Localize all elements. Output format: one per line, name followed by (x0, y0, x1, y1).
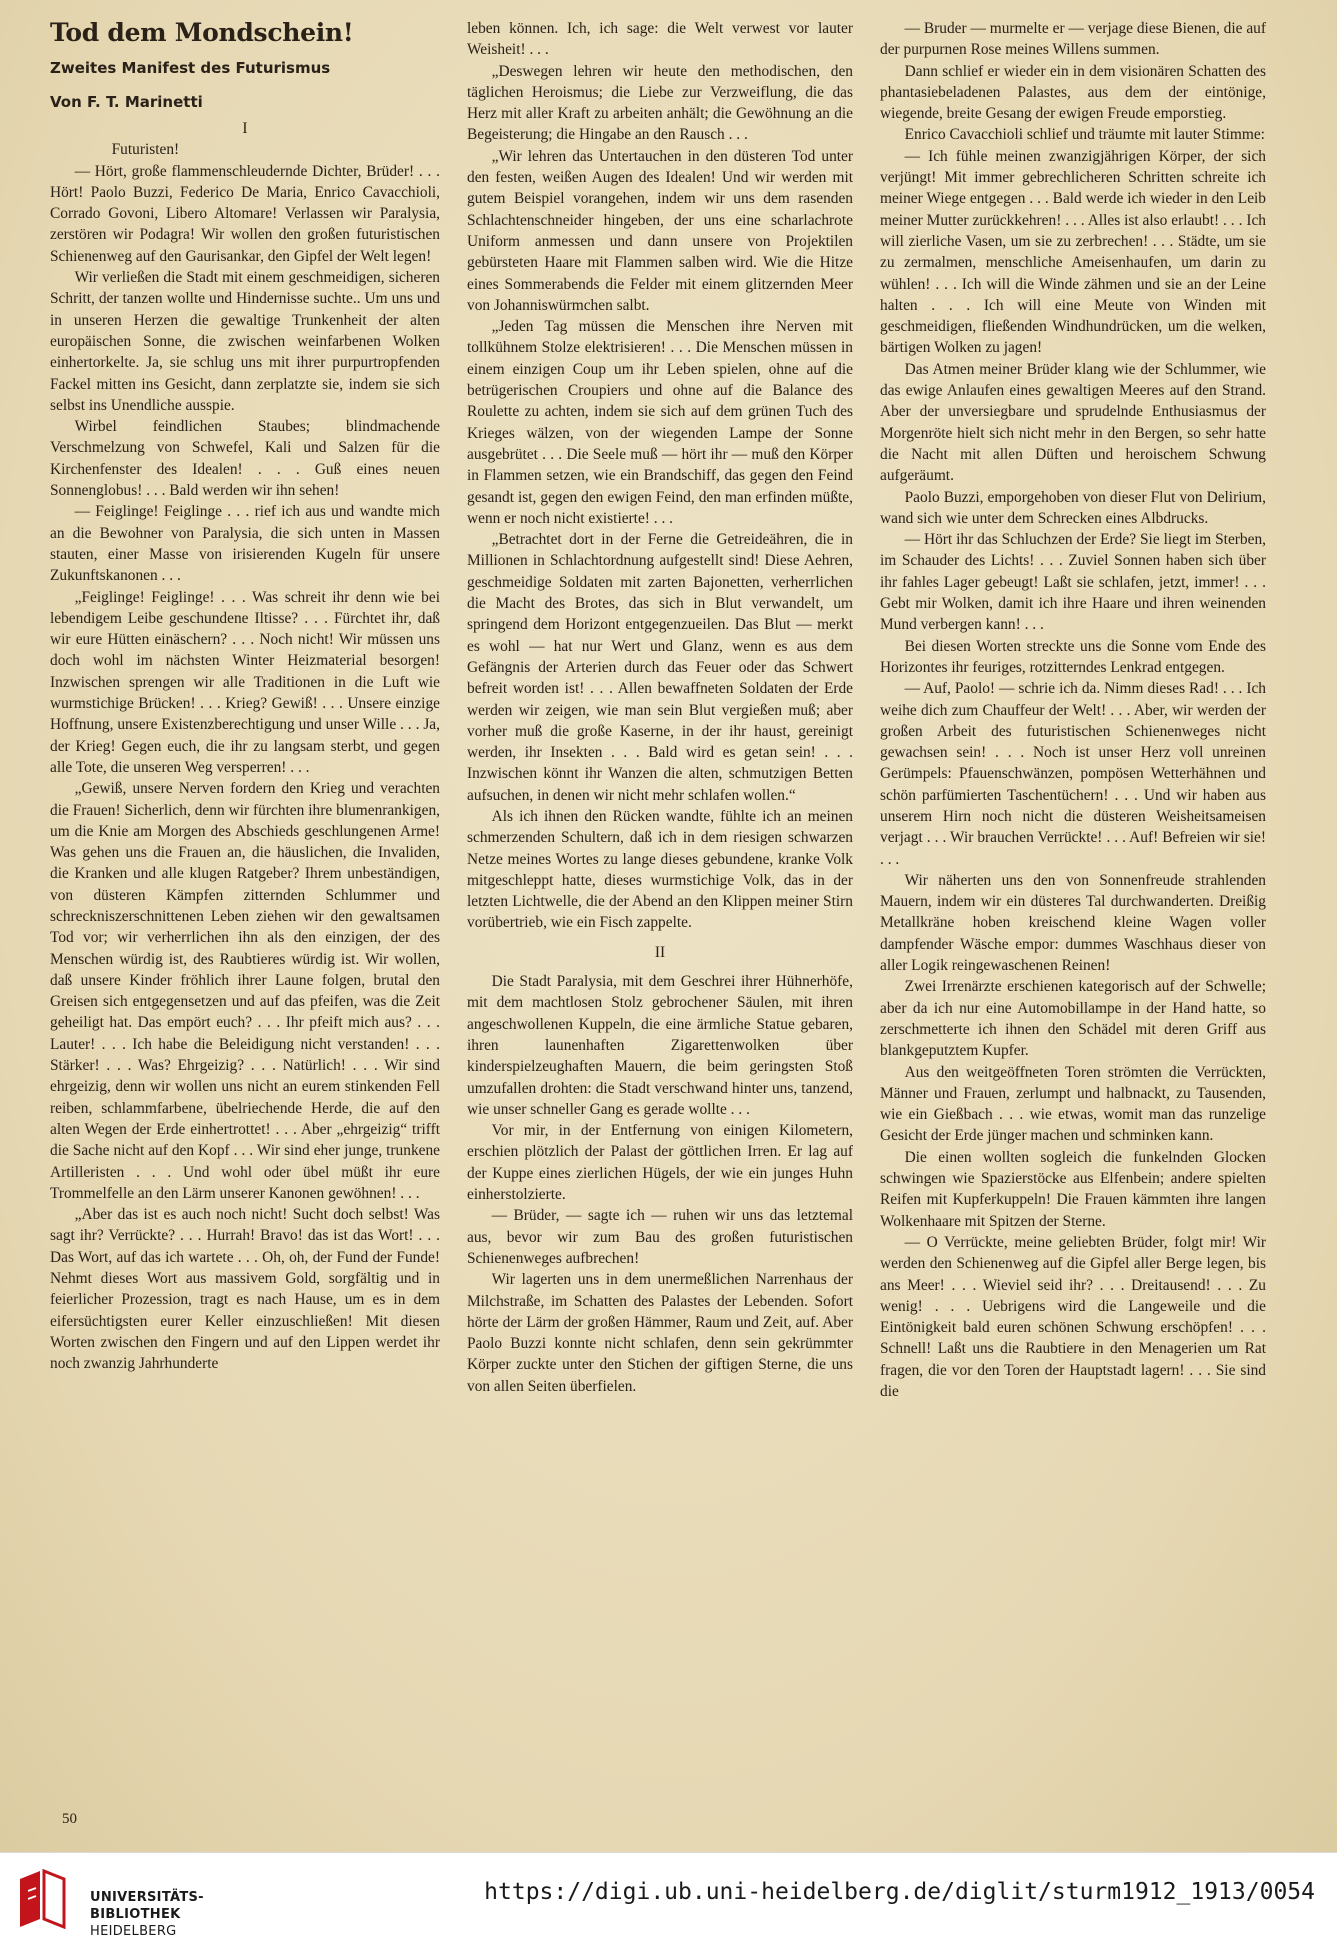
paragraph: Als ich ihnen den Rücken wandte, fühlte ich an meinen schmerzenden Schultern, daß ich in dem riesigen schwarzen Netze meines Wortes zu lange dieses gebundene, kranke Volk mitgeschleppt hatte, dieses wurmstichige Volk, das in der letzten Lichtwelle, die der Abend an den Klippen meiner Stirn vorübertrieb, wie ein Fisch zappelte. (467, 807, 853, 932)
section-heading: II (654, 943, 666, 961)
page-number: 50 (62, 1811, 77, 1827)
document-url[interactable]: https://digi.ub.uni-heidelberg.de/diglit/sturm1912_1913/0054 (484, 1879, 1315, 1905)
column-1 (50, 18, 440, 1375)
article-author: Von F. T. Marinetti (50, 93, 203, 111)
logo-line: UNIVERSITÄTS- (90, 1890, 204, 1905)
paragraph: „Gewiß, unsere Nerven fordern den Krieg und verachten die Frauen! Sicherlich, denn wir fürchten ihre blumenrankigen, um die Knie am Morgen des Abschieds geschlungenen Arme! Was gehen uns die Frauen an, die häuslichen, die Invaliden, die Kranken und alle klugen Ratgeber? Ihrem unbeständigen, von düsteren Kämpfen zitternden Schlummer und schreckniszerschnittenen Leben ziehen wir den gewaltsamen Tod vor; wir verherrlichen ihn als den einzigen, der des Menschen würdig ist, des Raubtieres würdig ist. Wir wollen, daß unsere Kinder fröhlich ihrer Laune folgen, brutal den Greisen sich entgegensetzen und auf das pfeifen, was die Zeit geheiligt hat. Das empört euch? . . . Ihr pfeift mich aus? . . . Lauter! . . . Ich habe die Beleidigung nicht verstanden! . . . Stärker! . . . Was? Ehrgeizig? . . . Natürlich! . . . Wir sind ehrgeizig, denn wir wollen uns nicht an eurem stinkenden Fell reiben, schlammfarbene, übelriechende Herde, die auf den alten Wegen der Erde einhertrottet! . . . Aber „ehrgeizig“ trifft die Sache nicht auf den Kopf . . . Wir sind eher junge, trunkene Artilleristen . . . Und wohl oder übel müßt ihr eure Trommelfelle an den Lärm unserer Kanonen gewöhnen! . . . (50, 780, 440, 1202)
paragraph: Vor mir, in der Entfernung von einigen Kilometern, erschien plötzlich der Palast der göttlichen Irren. Er lag auf der Kuppe eines zierlichen Hügels, der wie ein junges Huhn einherstolzierte. (467, 1122, 853, 1204)
paragraph: — O Verrückte, meine geliebten Brüder, folgt mir! Wir werden den Schienenweg auf die Gipfel aller Berge legen, bis ans Meer! . . . Wieviel seid ihr? . . . Dreitausend! . . . Zu wenig! . . . Uebrigens wird die Langeweile und die Eintönigkeit bald euren schönen Schwung erschöpfen! . . . Schnell! Laßt uns die Raubtiere in den Menagerien um Rat fragen, die vor den Toren der Hauptstadt lagern! . . . Sie sind die (880, 1233, 1266, 1400)
paragraph: „Jeden Tag müssen die Menschen ihre Nerven mit tollkühnem Stolze elektrisieren! . . . Die Menschen müssen in einem einzigen Coup um ihr Leben spielen, ohne auf die betrügerischen Croupiers und ohne auf die Balance des Roulette zu achten, indem sie sich auf dem grünen Tuch des Krieges wälzen, von der wiegenden Lampe der Sonne ausgebrütet . . . Die Seele muß — hört ihr — muß den Körper in Flammen setzen, wie ein Brandschiff, das gegen den Feind gesandt ist, gegen den ewigen Feind, den man erfinden müßte, wenn er noch nicht existierte! . . . (467, 318, 853, 527)
paragraph: — Feiglinge! Feiglinge . . . rief ich aus und wandte mich an die Bewohner von Paralysia, die sich unten in Massen stauten, einer Masse von irisierenden Kugeln für unsere Zukunftskanonen . . . (50, 503, 440, 585)
paragraph: „Wir lehren das Untertauchen in den düsteren Tod unter den festen, weißen Augen des Idealen! Und wir werden mit gutem Beispiel vorangehen, indem wir uns dem rasenden Schlachtenschneider hingeben, der uns eine scharlachrote Uniform anmessen und dann unsere von Projektilen gebürsteten Haare mit Flammen salben wird. Wie die Hitze eines Sommerabends die Felder mit einem glitzernden Meer von Johanniswürmchen salbt. (467, 147, 853, 314)
paragraph: — Hört, große flammenschleudernde Dichter, Brüder! . . . Hört! Paolo Buzzi, Federico De Maria, Enrico Cavacchioli, Corrado Govoni, Libero Altomare! Verlassen wir Paralysia, zerstören wir Podagra! Wir wollen den großen futuristischen Schienenweg auf den Gaurisankar, den Gipfel der Welt legen! (50, 162, 440, 265)
article-subtitle: Zweites Manifest des Futurismus (50, 59, 331, 77)
paragraph: Enrico Cavacchioli schlief und träumte mit lauter Stimme: (904, 126, 1265, 144)
paragraph: „Feiglinge! Feiglinge! . . . Was schreit ihr denn wie bei lebendigem Leibe geschundene Iltisse? . . . Fürchtet ihr, daß wir eure Hütten einäschern? . . . Noch nicht! Wir müssen uns doch wohl im nächsten Winter Heizmaterial besorgen! Inzwischen sprengen wir alle Traditionen in die Luft wie wurmstichige Brücken! . . . Krieg? Gewiß! . . . Unsere einzige Hoffnung, unsere Existenzberechtigung und unser Wille . . . Ja, der Krieg! Gegen euch, die ihr zu langsam sterbt, und gegen alle Tote, die unseren Weg versperren! . . . (50, 588, 440, 776)
paragraph: — Brüder, — sagte ich — ruhen wir uns das letztemal aus, bevor wir zum Bau des großen futuristischen Schienenweges aufbrechen! (467, 1207, 853, 1267)
paragraph: „Betrachtet dort in der Ferne die Getreideähren, die in Millionen in Schlachtordnung aufgestellt sind! Diese Aehren, geschmeidige Soldaten mit zarten Bajonetten, verherrlichen die Macht des Brotes, das sich in Blut verwandelt, um springend dem Horizont entgegenzueilen. Das Blut — merkt es wohl — hat nur Wert und Glanz, wenn es aus dem Gefängnis der Arterien durch das Feuer oder das Schwert befreit worden ist! . . . Allen bewaffneten Soldaten der Erde werden wir zeigen, wie man sein Blut vergießen muß; aber vorher muß die große Kaserne, in der ihr haust, gereinigt werden, ihr Insekten . . . Bald wird es getan sein! . . . Inzwischen könnt ihr Wanzen die alten, schmutzigen Betten aufsuchen, in denen wir nicht mehr schlafen wollen.“ (467, 531, 853, 804)
paragraph: Wir näherten uns den von Sonnenfreude strahlenden Mauern, indem wir ein düsteres Tal durchwanderten. Dreißig Metallkräne hoben kreischend kleine Wagen voller dampfender Wäsche empor: dummes Waschhaus dieser von aller Logik reingewaschenen Reinen! (880, 871, 1266, 975)
paragraph: Wirbel feindlichen Staubes; blindmachende Verschmelzung von Schwefel, Kali und Salzen für die Kirchenfenster des Idealen! . . . Guß eines neuen Sonnenglobus! . . . Bald werden wir ihn sehen! (50, 418, 440, 500)
column-2 (467, 18, 853, 1397)
paragraph: Aus den weitgeöffneten Toren strömten die Verrückten, Männer und Frauen, zerlumpt und halbnackt, zu Tausenden, wie ein Gießbach . . . wie etwas, womit man das runzelige Gesicht der Erde jünger machen und schminken kann. (880, 1063, 1266, 1145)
section-heading: I (242, 120, 248, 137)
library-book-icon (14, 1869, 70, 1933)
paragraph: Zwei Irrenärzte erschienen kategorisch auf der Schwelle; aber da ich nur eine Automobillampe in der Hand hatte, so zerschmetterte ich ihnen den Schädel mit deren Griff aus blankgeputztem Kupfer. (880, 978, 1266, 1060)
paragraph: — Hört ihr das Schluchzen der Erde? Sie liegt im Sterben, im Schauder des Lichts! . . . Zuviel Sonnen haben sich über ihr fahles Lager gebeugt! Laßt sie schlafen, jetzt, immer! . . . Gebt mir Wolken, damit ich ihre Haare und ihren weinenden Mund verbergen kann! . . . (880, 531, 1266, 634)
library-name (90, 1889, 204, 1940)
logo-line: BIBLIOTHEK (90, 1907, 181, 1922)
article-title: Tod dem Mondschein! (50, 18, 354, 47)
paragraph: leben können. Ich, ich sage: die Welt verwest vor lauter Weisheit! . . . (467, 20, 853, 59)
paragraph: Das Atmen meiner Brüder klang wie der Schlummer, wie das ewige Anlaufen eines gewaltigen Meeres auf den Strand. Aber der unversiegbare und sprudelnde Enthusiasmus der Morgenröte hielt sich nicht mehr in den Bergen, so sehr hatte die Nacht mit allen Düften und heroischem Schwung aufgeräumt. (880, 360, 1266, 485)
paragraph: „Aber das ist es auch noch nicht! Sucht doch selbst! Was sagt ihr? Verrückte? . . . Hurrah! Bravo! das ist das Wort! . . . Das Wort, auf das ich wartete . . . Oh, oh, der Fund der Funde! Nehmt dieses Wort aus massivem Gold, sorgfältig und in feierlicher Prozession, tragt es nach Hause, um es in dem eifersüchtigsten eurer Keller einzuschließen! Mit diesen Worten zwischen den Fingern und auf den Lippen werdet ihr noch zwanzig Jahrhunderte (50, 1206, 440, 1373)
paragraph: — Bruder — murmelte er — verjage diese Bienen, die auf der purpurnen Rose meines Willens summen. (880, 20, 1266, 59)
paragraph: Paolo Buzzi, emporgehoben von dieser Flut von Delirium, wand sich wie unter dem Schrecken eines Albdrucks. (880, 488, 1266, 527)
library-logo[interactable] (14, 1869, 204, 1939)
paragraph: Dann schlief er wieder ein in dem visionären Schatten des phantasiebeladenen Palastes, aus dem der eintönige, wiegende, breite Gesang der ewigen Freude emporstieg. (880, 62, 1266, 123)
paragraph: — Ich fühle meinen zwanzigjährigen Körper, der sich verjüngt! Mit immer gebrechlicheren Schritten schreite ich meiner Wiege entgegen . . . Bald werde ich wieder in den Leib meiner Mutter zurückkehren! . . . Alles ist also erlaubt! . . . Ich will zierliche Vasen, um sie zu zerbrechen! . . . Städte, um sie zu zermalmen, menschliche Ameisenhaufen, um darin zu wühlen! . . . Ich will die Winde zähmen und sie an der Leine halten . . . Ich will eine Meute von Winden mit geschmeidigen, fließenden Windhundrücken, um die welken, bärtigen Wolken zu jagen! (880, 147, 1266, 357)
paragraph: Bei diesen Worten streckte uns die Sonne vom Ende des Horizontes ihr feuriges, rotzitterndes Lenkrad entgegen. (880, 637, 1266, 676)
paragraph: Die Stadt Paralysia, mit dem Geschrei ihrer Hühnerhöfe, mit dem machtlosen Stolz gebrochener Säulen, mit ihren angeschwollenen Kuppeln, die eine ärmliche Statue gebaren, ihren launenhaften Zigarettenwolken über kinderspielzeughaften Mauern, die beim geringsten Stoß umzufallen drohten: die Stadt verschwand hinter uns, tanzend, wie unser schneller Gang es gerade wollte . . . (467, 973, 853, 1118)
paragraph: Die einen wollten sogleich die funkelnden Glocken schwingen wie Spazierstöcke aus Elfenbein; andere spielten Reifen mit Kupferkuppeln! Die Frauen kämmten ihre langen Wolkenhaare mit Spitzen der Sterne. (880, 1148, 1266, 1230)
logo-line: HEIDELBERG (90, 1924, 177, 1939)
paragraph: Futuristen! (111, 141, 180, 159)
paragraph: Wir lagerten uns in dem unermeßlichen Narrenhaus der Milchstraße, im Schatten des Palastes der Lebenden. Sofort hörte der Lärm der großen Hämmer, Raum und Zeit, auf. Aber Paolo Buzzi konnte nicht schlafen, denn sein gekrümmter Körper zuckte unter den Stichen der giftigen Sterne, die uns von allen Seiten überfielen. (467, 1271, 853, 1395)
paragraph: — Auf, Paolo! — schrie ich da. Nimm dieses Rad! . . . Ich weihe dich zum Chauffeur der Welt! . . . Aber, wir werden der großen Arbeit des futuristischen Schienenweges nicht gewachsen sein! . . . Noch ist unser Herz voll unreinen Gerümpels: Pfauenschwänzen, pompösen Wetterhähnen und schön parfümierten Taschentüchern! . . . Und wir haben aus unserem Hirn noch nicht die düsteren Weisheitsameisen verjagt . . . Wir brauchen Verrückte! . . . Auf! Befreien wir sie! . . . (880, 680, 1266, 868)
footer-bar (0, 1852, 1337, 1948)
column-3 (880, 18, 1266, 1402)
paragraph: „Deswegen lehren wir heute den methodischen, den täglichen Heroismus; die Liebe zur Verzweiflung, die das Herz mit aller Kraft zu arbeiten anhält; die Gewöhnung an die Begeisterung; die Hingabe an den Rausch . . . (467, 62, 853, 144)
paragraph: Wir verließen die Stadt mit einem geschmeidigen, sicheren Schritt, der tanzen wollte und Hindernisse suchte.. Um uns und in unseren Herzen die gewaltige Trunkenheit der alten europäischen Sonne, die zwischen weinfarbenen Wolken einhertorkelte. Ja, sie schlug uns mit ihrer purpurtropfenden Fackel mitten ins Gesicht, dann zerplatzte sie, indem sie sich selbst ins Unendliche ausspie. (50, 269, 440, 414)
